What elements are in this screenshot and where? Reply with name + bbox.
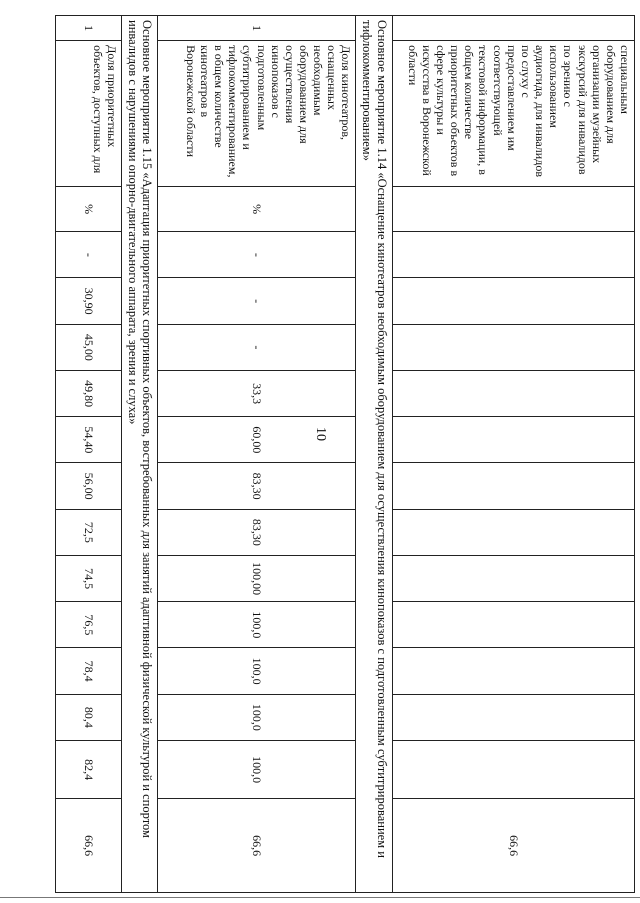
- value-cell: 66,6: [158, 799, 356, 893]
- value-cell: 83,30: [158, 463, 356, 509]
- unit-cell: [393, 186, 635, 231]
- value-cell: 82,4: [56, 740, 122, 798]
- value-cell: [393, 370, 635, 416]
- value-cell: [393, 555, 635, 601]
- value-cell: -: [158, 232, 356, 278]
- section-title: Основное мероприятие 1.14 «Оснащение кинотеатров необходимым оборудованием для осуществления кинопоказов с подготовленным субтитрированием и тифлокомментированием»: [356, 16, 393, 893]
- value-cell: [393, 648, 635, 694]
- unit-cell: %: [158, 186, 356, 231]
- value-cell: 76,5: [56, 602, 122, 648]
- table-row-museum: [393, 16, 635, 893]
- indicator-name: Доля кинотеатров, оснащенных необходимым оборудованием для осуществления кинопоказов с подготовленным субтитрированием и тифлокомментированием, в общем количестве кинотеатров в Воронежской области: [158, 41, 356, 187]
- value-cell: 78,4: [56, 648, 122, 694]
- indicators-table: [55, 15, 635, 893]
- value-cell: 60,00: [158, 417, 356, 463]
- value-cell: -: [158, 278, 356, 324]
- value-cell: [393, 324, 635, 370]
- value-cell: 30,90: [56, 278, 122, 324]
- table-row-sport: [56, 16, 122, 893]
- unit-cell: %: [56, 186, 122, 231]
- value-cell: 45,00: [56, 324, 122, 370]
- section-row-1-15: [122, 16, 159, 893]
- rotated-table-container: [57, 15, 635, 893]
- value-cell: 100,00: [158, 555, 356, 601]
- row-index: [393, 16, 635, 41]
- value-cell: [393, 602, 635, 648]
- section-title: Основное мероприятие 1.15 «Адаптация приоритетных спортивных объектов, востребованных для занятий адаптивной физической культурой и спортом инвалидов с нарушениями опорно-двигательного аппарата, зрения и слуха»: [122, 16, 159, 893]
- value-cell: 66,6: [393, 799, 635, 893]
- value-cell: [393, 463, 635, 509]
- value-cell: 33,3: [158, 370, 356, 416]
- section-row-1-14: [356, 16, 393, 893]
- value-cell: [393, 278, 635, 324]
- value-cell: 100,0: [158, 648, 356, 694]
- value-cell: 49,80: [56, 370, 122, 416]
- indicator-name: Доля приоритетных объектов, доступных для: [56, 41, 122, 187]
- value-cell: -: [158, 324, 356, 370]
- value-cell: [393, 509, 635, 555]
- indicator-name: специальным оборудованием для организации музейных экскурсий для инвалидов по зрению с использованием аудиогида, для инвалидов по слуху с предоставлением им соответствующей текстовой информации, в общем количестве приоритетных объектов в сфере культуры и искусства в Воронежской области: [393, 41, 635, 187]
- value-cell: 66,6: [56, 799, 122, 893]
- value-cell: 74,5: [56, 555, 122, 601]
- value-cell: [393, 694, 635, 740]
- value-cell: [393, 740, 635, 798]
- value-cell: -: [56, 232, 122, 278]
- value-cell: 56,00: [56, 463, 122, 509]
- row-index: 1: [158, 16, 356, 41]
- value-cell: 54,40: [56, 417, 122, 463]
- row-index: 1: [56, 16, 122, 41]
- value-cell: 80,4: [56, 694, 122, 740]
- value-cell: [393, 232, 635, 278]
- value-cell: 100,0: [158, 602, 356, 648]
- value-cell: 100,0: [158, 740, 356, 798]
- value-cell: 72,5: [56, 509, 122, 555]
- value-cell: [393, 417, 635, 463]
- table-row-cinemas: [158, 16, 356, 893]
- page-bottom-edge: [0, 897, 640, 898]
- value-cell: 83,30: [158, 509, 356, 555]
- value-cell: 100,0: [158, 694, 356, 740]
- page-number: 10: [313, 427, 328, 441]
